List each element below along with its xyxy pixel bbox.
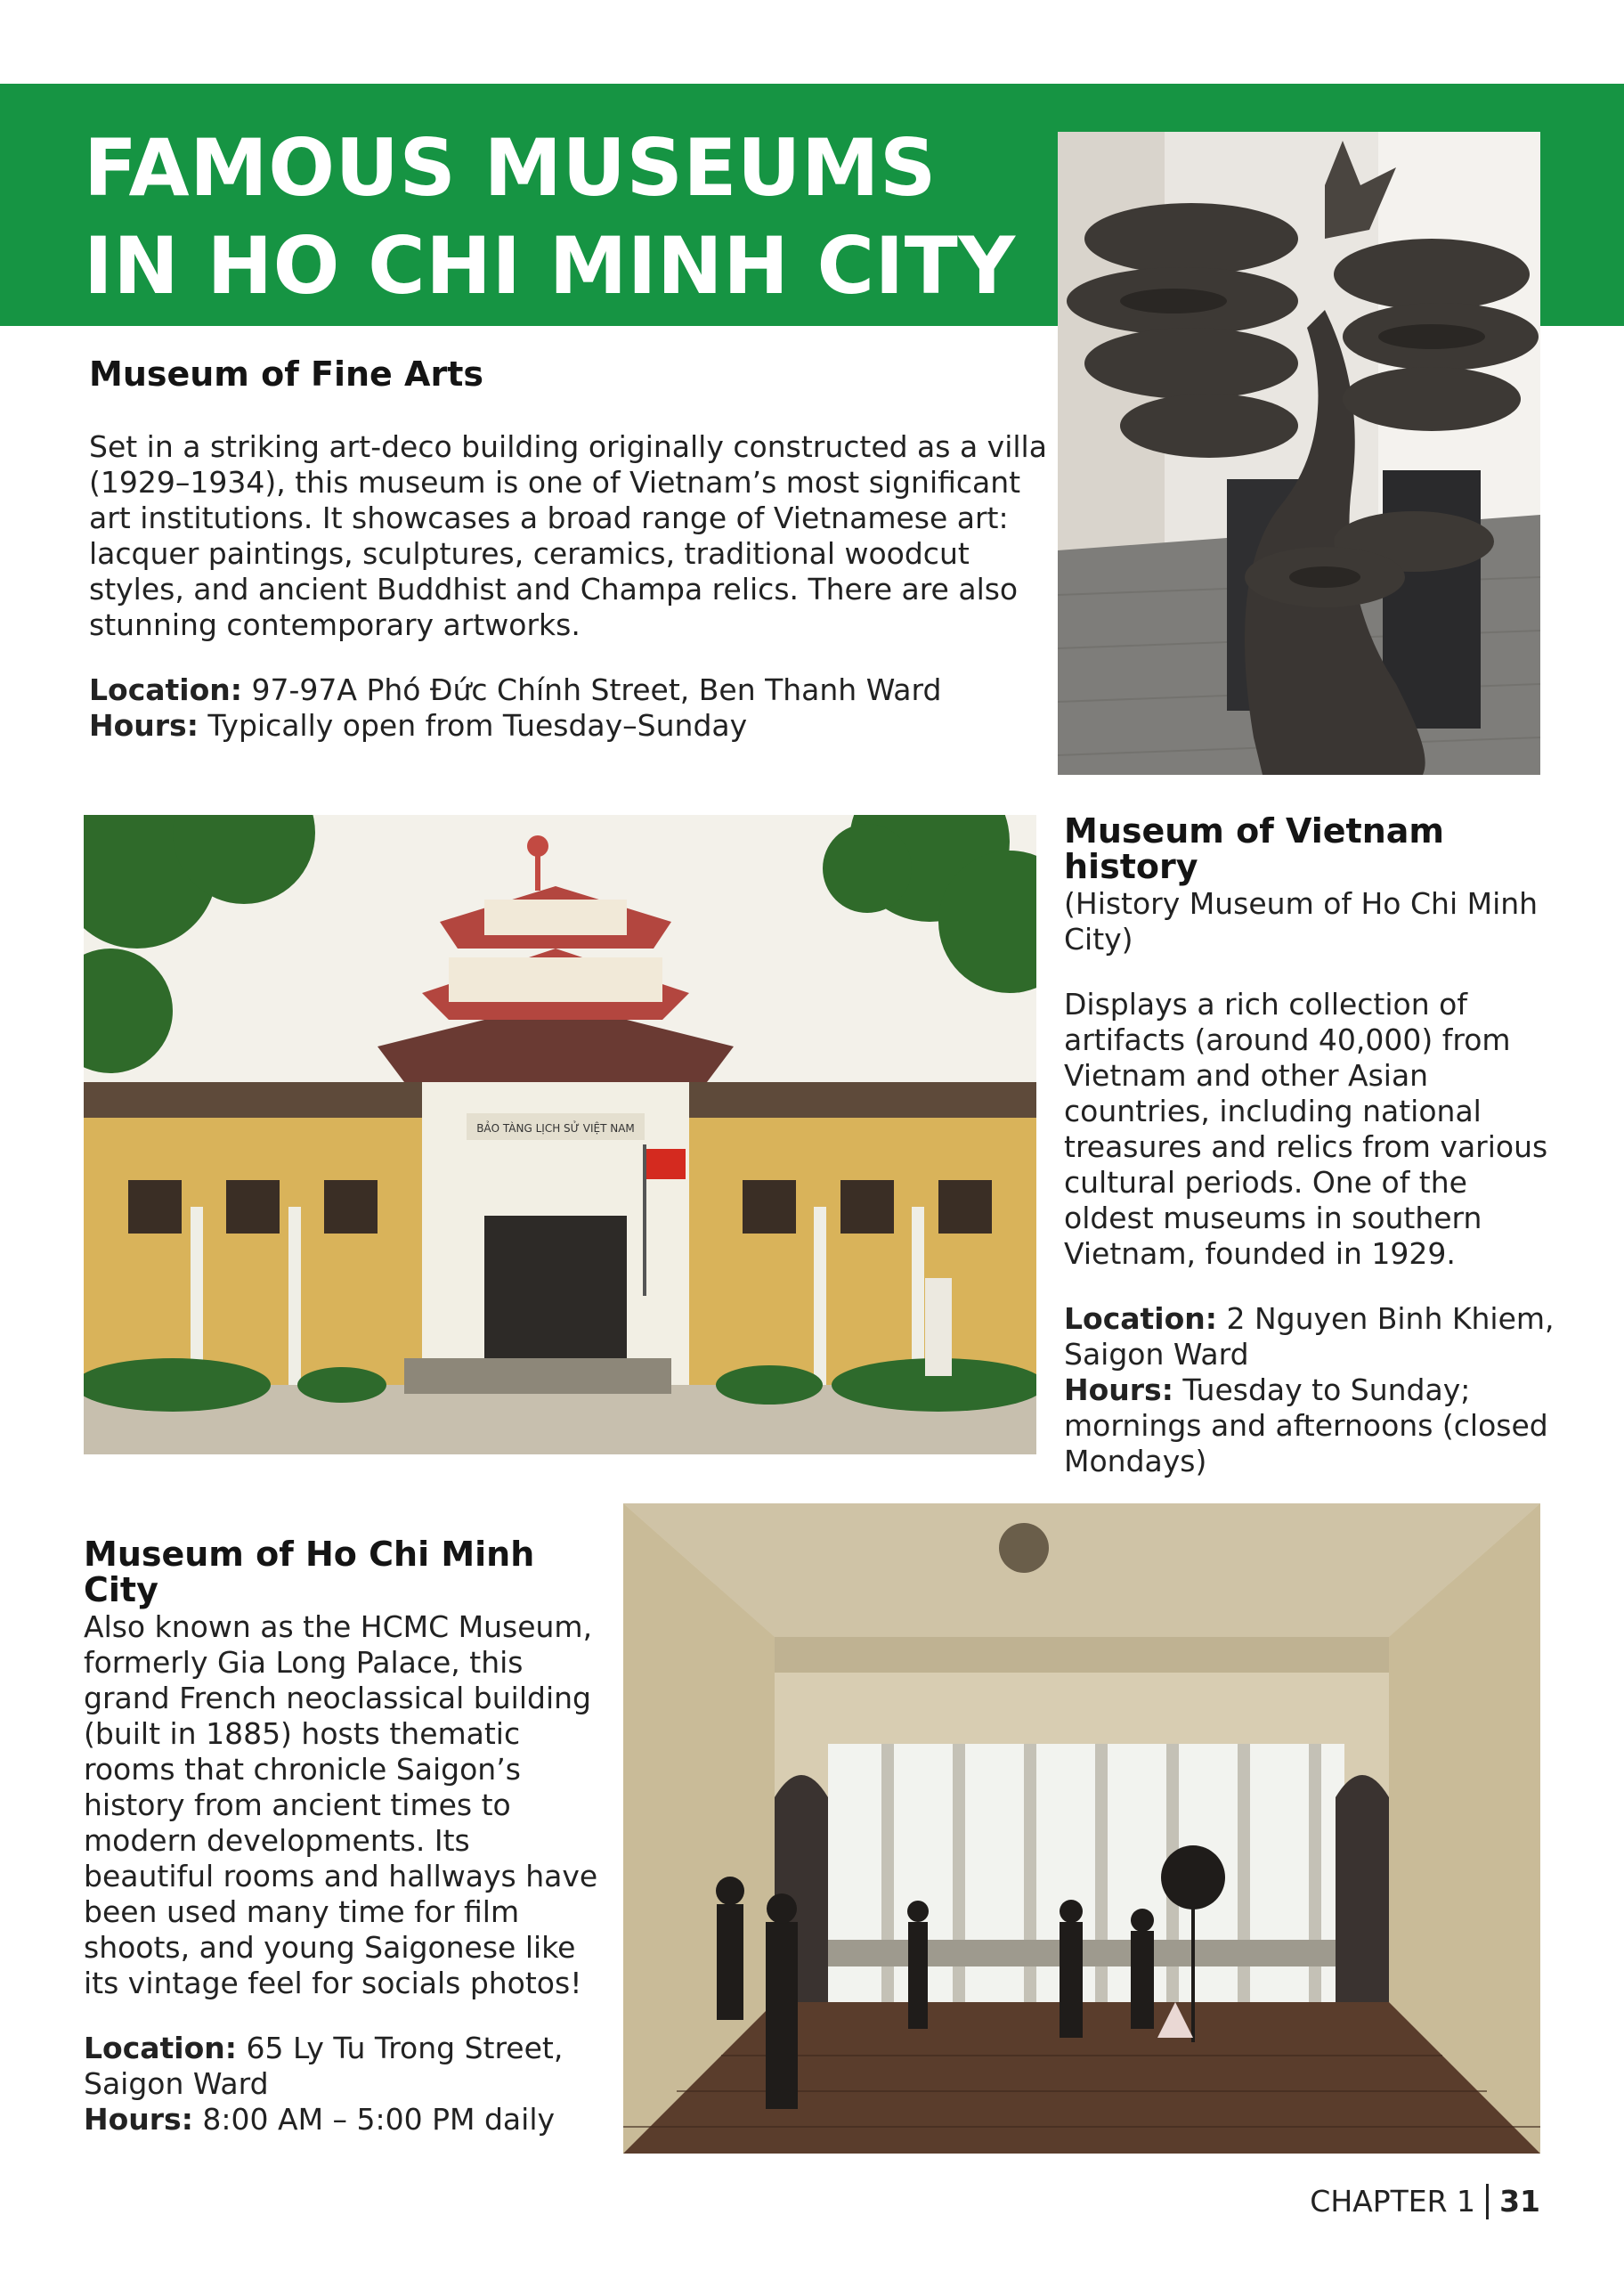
hours-label: Hours:	[1064, 1372, 1173, 1407]
vietnam-history-title: Museum of Vietnam history	[1064, 811, 1444, 886]
hcmc-museum-body	[84, 1609, 609, 2138]
hcmc-museum-title: Museum of Ho Chi Minh City	[84, 1535, 535, 1609]
location-value: 97-97A Phó Đức Chính Street, Ben Thanh Ward	[251, 672, 942, 707]
location-value: 2 Nguyen Binh Khiem, Saigon Ward	[1064, 1301, 1555, 1372]
history-museum-photo	[84, 815, 1036, 1454]
hours-label: Hours:	[89, 708, 199, 743]
fine-arts-hours	[89, 708, 1051, 744]
hours-value: Tuesday to Sunday; mornings and afternoons (closed Mondays)	[1064, 1372, 1548, 1478]
location-label: Location:	[89, 672, 242, 707]
fine-arts-description: Set in a striking art-deco building originally constructed as a villa (1929–1934), this museum is one of Vietnam’s most significant art institutions. It showcases a broad range of Vietnamese art: lacquer paintings, sculptures, ceramics, traditional woodcut styles, and ancient Buddhist and Champa relics. There are also stunning contemporary artworks.	[89, 429, 1047, 642]
page-title-line-1: FAMOUS MUSEUMS	[84, 122, 937, 214]
vietnam-history-location	[1064, 1301, 1563, 1372]
hcmc-museum-description: Also known as the HCMC Museum, formerly Gia Long Palace, this grand French neoclassical building (built in 1885) hosts thematic rooms that chronicle Saigon’s history from ancient times to modern developments. Its beautiful rooms and hallways have been used many time for film shoots, and young Saigonese like its vintage feel for socials photos!	[84, 1609, 598, 2000]
footer-divider	[1486, 2184, 1489, 2219]
vietnam-history-description: Displays a rich collection of artifacts (around 40,000) from Vietnam and other Asian countries, including national treasures and relics from various cultural periods. One of the oldest museums in southern Vietnam, founded in 1929.	[1064, 987, 1548, 1271]
hcmc-museum-location	[84, 2031, 609, 2102]
hcmc-museum-hours	[84, 2102, 609, 2138]
vietnam-history-hours	[1064, 1372, 1563, 1479]
vietnam-history-subtitle: (History Museum of Ho Chi Minh City)	[1064, 886, 1539, 957]
chapter-label: CHAPTER 1	[1310, 2184, 1476, 2219]
hours-value: 8:00 AM – 5:00 PM daily	[202, 2102, 556, 2137]
page-footer	[1310, 2184, 1540, 2219]
page-title	[84, 119, 1027, 315]
fine-arts-title: Museum of Fine Arts	[89, 354, 483, 394]
fine-arts-location	[89, 672, 1051, 708]
page-title-line-2: IN HO CHI MINH CITY	[84, 220, 1016, 312]
location-label: Location:	[1064, 1301, 1217, 1336]
vietnam-history-body	[1064, 886, 1563, 1479]
hours-label: Hours:	[84, 2102, 193, 2137]
location-label: Location:	[84, 2031, 237, 2065]
hours-value: Typically open from Tuesday–Sunday	[207, 708, 748, 743]
fine-arts-body	[89, 429, 1051, 744]
hcmc-museum-interior-photo	[623, 1503, 1540, 2154]
museum-sign-text: BẢO TÀNG LỊCH SỬ VIỆT NAM	[476, 1122, 635, 1135]
fine-arts-sculpture-photo	[1058, 132, 1540, 775]
location-value: 65 Ly Tu Trong Street, Saigon Ward	[84, 2031, 564, 2101]
page-number: 31	[1499, 2184, 1540, 2219]
